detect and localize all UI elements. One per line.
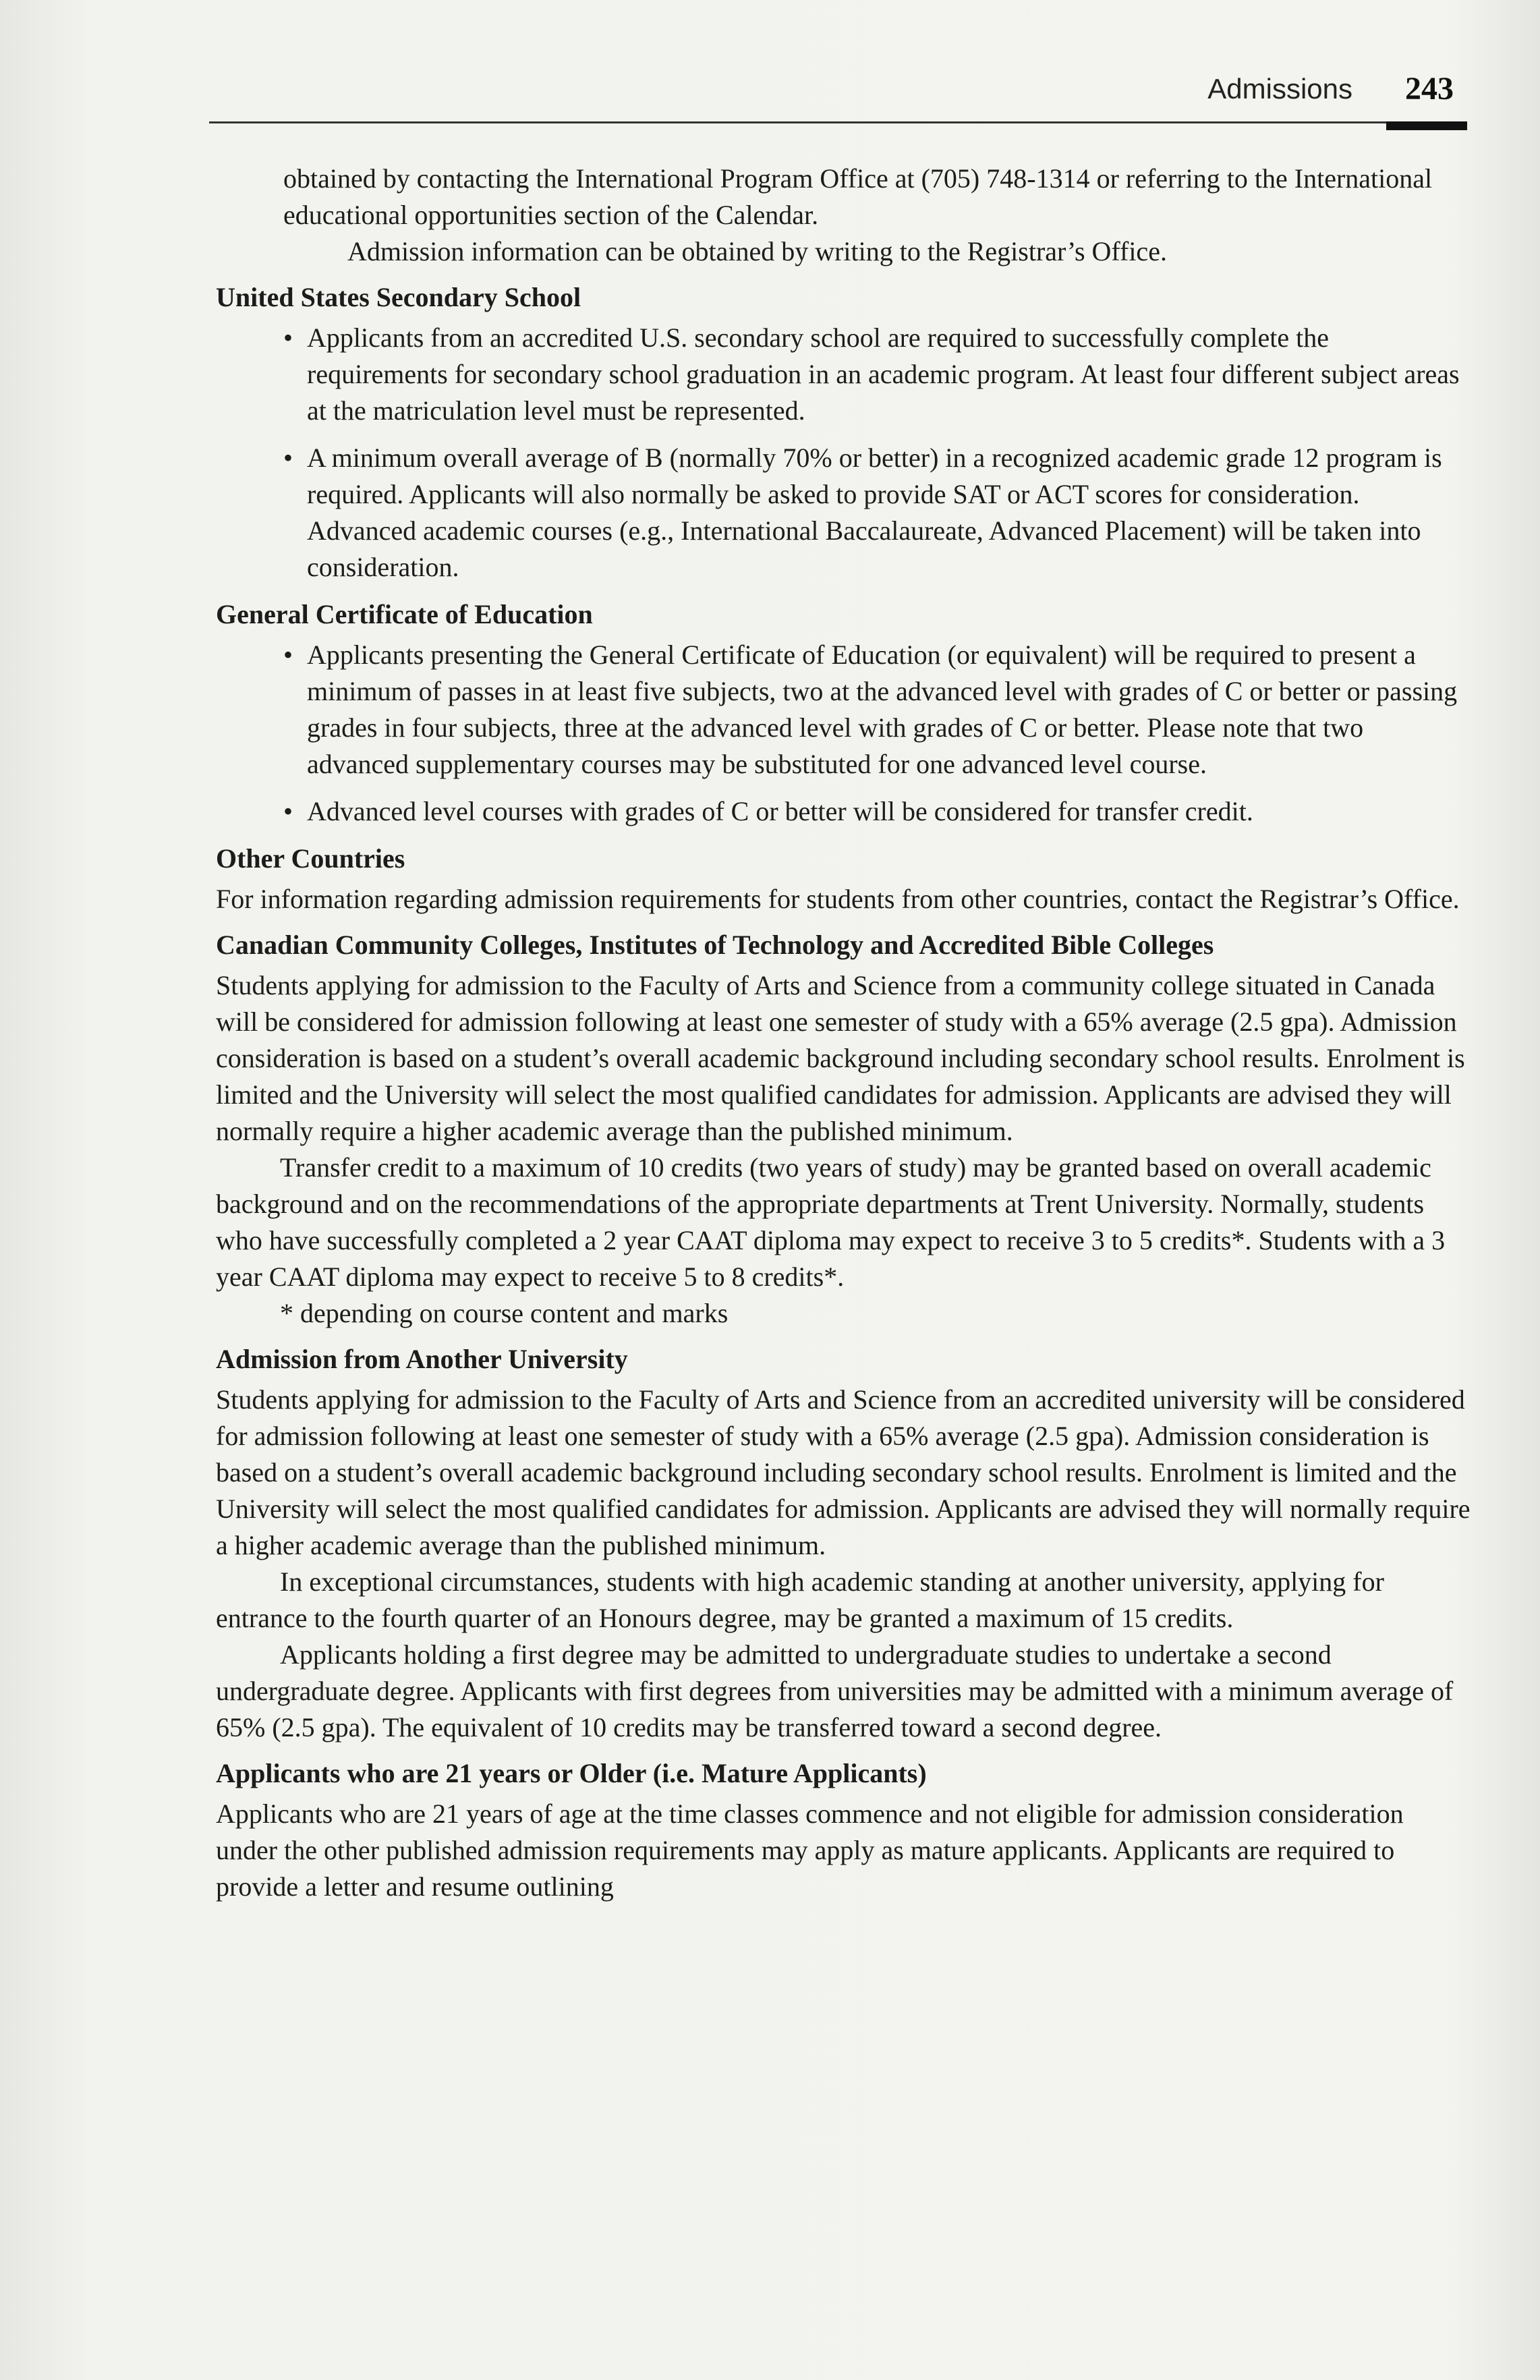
section-title-other: Other Countries xyxy=(216,843,405,874)
list-item: • Applicants presenting the General Certificate of Education (or equivalent) will be required to present a minimum of passes in at least five subjects, two at the advanced level with grades of C or better or passing grades in four subjects, three at the advanced level with grades of C or better. Please note that two advanced supplementary courses may be substituted for one advanced level course. xyxy=(216,637,1471,783)
section-title-university: Admission from Another University xyxy=(216,1344,628,1374)
bullet-list-gce xyxy=(216,637,1471,830)
section-title-gce: General Certificate of Education xyxy=(216,599,593,629)
header-rule-block xyxy=(1386,121,1467,130)
bullet-icon: • xyxy=(283,796,293,826)
colleges-para-1: Students applying for admission to the Faculty of Arts and Science from a community college situated in Canada will be considered for admission following at least one semester of study with a 65% average (2.5 gpa). Admission consideration is based on a student’s overall academic background including secondary school results. Enrolment is limited and the University will select the most qualified candidates for admission. Applicants are advised they will normally require a higher academic average than the published minimum. xyxy=(216,970,1465,1146)
other-countries-text: For information regarding admission requirements for students from other countries, contact the Registrar’s Office. xyxy=(216,884,1460,914)
list-item: • Advanced level courses with grades of C or better will be considered for transfer credit. xyxy=(216,793,1471,830)
colleges-para-2: Transfer credit to a maximum of 10 credits (two years of study) may be granted based on overall academic background and on the recommendations of the appropriate departments at Trent University. Normally, students who have successfully completed a 2 year CAAT diploma may expect to receive 3 to 5 credits*. Students with a 3 year CAAT diploma may expect to receive 5 to 8 credits*. xyxy=(216,1152,1446,1292)
list-item: • A minimum overall average of B (normally 70% or better) in a recognized academic grade 12 program is required. Applicants will also normally be asked to provide SAT or ACT scores for consideration. Advanced academic courses (e.g., International Baccalaureate, Advanced Placement) will be taken into consideration. xyxy=(216,440,1471,586)
university-para-2: In exceptional circumstances, students with high academic standing at another university, applying for entrance to the fourth quarter of an Honours degree, may be granted a maximum of 15 credits. xyxy=(216,1566,1384,1633)
colleges-footnote: * depending on course content and marks xyxy=(280,1298,729,1328)
header-rule xyxy=(209,121,1467,123)
header-title: Admissions xyxy=(1207,73,1352,105)
section-title-us: United States Secondary School xyxy=(216,282,581,312)
page-content xyxy=(216,161,1471,1905)
mature-para-1: Applicants who are 21 years of age at the time classes commence and not eligible for admission consideration under the other published admission requirements may apply as mature applicants. Applicants are required to provide a letter and resume outlining xyxy=(216,1798,1404,1902)
page-header xyxy=(209,73,1467,127)
university-para-1: Students applying for admission to the Faculty of Arts and Science from an accredited university will be considered for admission following at least one semester of study with a 65% average (2.5 gpa). Admission consideration is based on a student’s overall academic background including secondary school results. Enrolment is limited and the University will select the most qualified candidates for admission. Applicants are advised they will normally require a higher academic average than the published minimum. xyxy=(216,1384,1471,1560)
section-title-mature: Applicants who are 21 years or Older (i.e. Mature Applicants) xyxy=(216,1758,927,1788)
intro-text: obtained by contacting the International Program Office at (705) 748-1314 or referring to the International educational opportunities section of the Calendar. xyxy=(283,163,1433,230)
page-number: 243 xyxy=(1405,71,1454,107)
bullet-list-us xyxy=(216,320,1471,586)
list-item: • Applicants from an accredited U.S. secondary school are required to successfully complete the requirements for secondary school graduation in an academic program. At least four different subject areas at the matriculation level must be represented. xyxy=(216,320,1471,429)
bullet-icon: • xyxy=(283,322,293,353)
intro-registrar-text: Admission information can be obtained by writing to the Registrar’s Office. xyxy=(347,236,1167,266)
bullet-icon: • xyxy=(283,640,293,670)
bullet-icon: • xyxy=(283,443,293,473)
section-title-colleges: Canadian Community Colleges, Institutes of Technology and Accredited Bible Colleges xyxy=(216,930,1214,960)
university-para-3: Applicants holding a first degree may be admitted to undergraduate studies to undertake a second undergraduate degree. Applicants with first degrees from universities may be admitted with a minimum average of 65% (2.5 gpa). The equivalent of 10 credits may be transferred toward a second degree. xyxy=(216,1639,1454,1743)
